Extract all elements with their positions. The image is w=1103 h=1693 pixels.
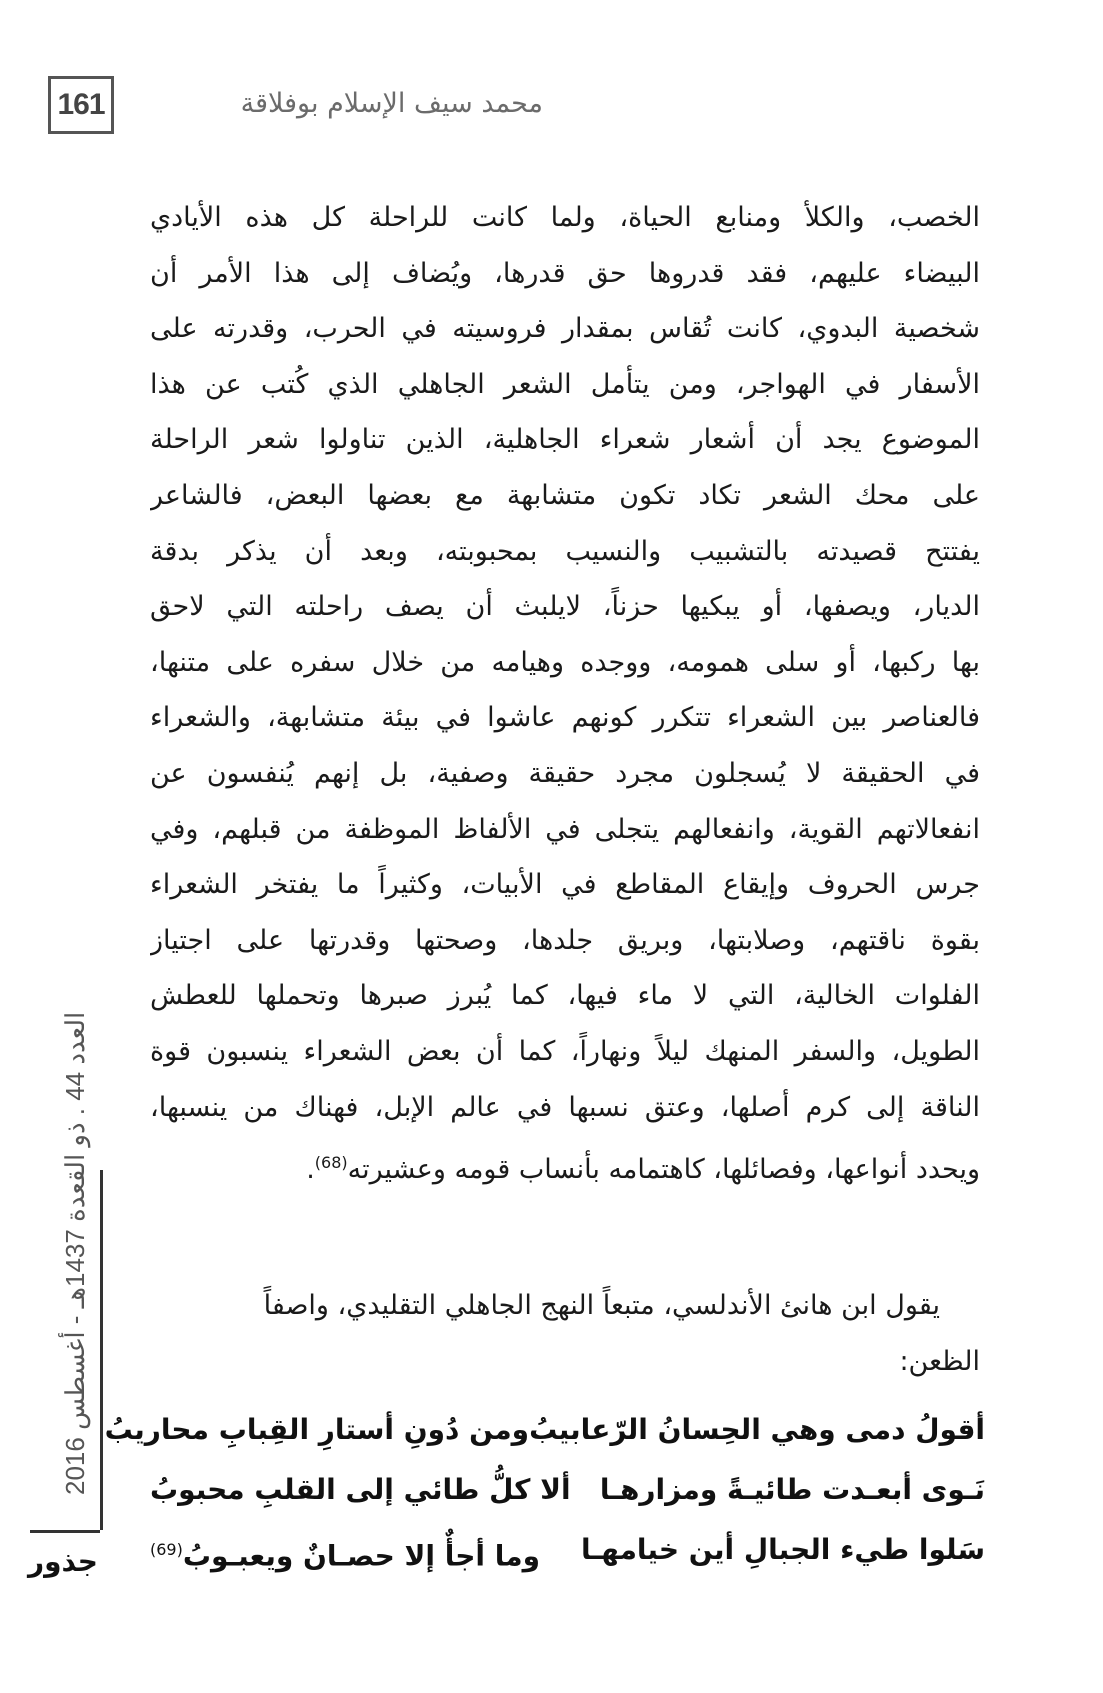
text-line: شخصية البدوي، كانت تُقاس بمقدار فروسيته في الحرب، وقدرته على [150, 313, 980, 345]
text-line: الأسفار في الهواجر، ومن يتأمل الشعر الجاهلي الذي كُتب عن هذا [150, 368, 980, 400]
verse-second-hemistich: ألا كلُّ طائي إلى القلبِ محبوبُ [150, 1473, 571, 1506]
text-line: الظعن: [899, 1345, 980, 1377]
text-line: يقول ابن هانئ الأندلسي، متبعاً النهج الجاهلي التقليدي، واصفاً [263, 1290, 940, 1321]
verse-first-hemistich: سَلوا طيء الجبالِ أين خيامهـا [581, 1533, 985, 1566]
verse-second-hemistich: وما أجأٌ إلا حصـانٌ ويعبـوبُ [182, 1539, 541, 1573]
text-line: الفلوات الخالية، التي لا ماء فيها، كما يُبرز صبرها وتحملها للعطش [150, 980, 980, 1012]
text-line: الديار، ويصفها، أو يبكيها حزناً، لايلبث أن يصف راحلته التي لاحق [150, 591, 980, 623]
page-number: 161 [57, 88, 105, 121]
text-line: يفتتح قصيدته بالتشبيب والنسيب بمحبوبته، وبعد أن يذكر بدقة [150, 535, 980, 567]
journal-logo: جذور [28, 1545, 98, 1578]
author-name: محمد سيف الإسلام بوفلاقة [240, 88, 543, 119]
verse-second-hemistich: ومن دُونِ أستارِ القِبابِ محاريبُ [104, 1413, 530, 1446]
verse-first-hemistich: نَـوى أبعـدت طائيـةً ومزارهـا [599, 1473, 985, 1506]
verse-line [150, 1460, 985, 1520]
text-line: بقوة ناقتهم، وصلابتها، وبريق جلدها، وصحتها وقدرتها على اجتياز [150, 924, 980, 956]
poem-verses [104, 1400, 985, 1580]
text-line: في الحقيقة لا يُسجلون مجرد حقيقة وصفية، بل إنهم يُنفسون عن [150, 757, 980, 789]
verse-first-hemistich: أقولُ دمى وهي الحِسانُ الرّعابيبُ [529, 1413, 985, 1446]
issue-caption: العدد 44 . ذو القعدة 1437هـ - أغسطس 2016 [60, 1011, 90, 1495]
main-paragraph [150, 190, 980, 1191]
text-line: الخصب، والكلأ ومنابع الحياة، ولما كانت للراحلة كل هذه الأيادي [150, 202, 980, 233]
page-number-box [48, 76, 114, 134]
side-horizontal-rule [30, 1530, 100, 1533]
verse-line [104, 1400, 985, 1460]
side-vertical-rule [100, 1170, 103, 1530]
text-line-content: ويحدد أنواعها، وفصائلها، كاهتمامه بأنساب قومه وعشيرته [347, 1154, 980, 1186]
text-line: فالعناصر بين الشعراء تتكرر كونهم عاشوا في بيئة متشابهة، والشعراء [150, 702, 980, 734]
text-line: على محك الشعر تكاد تكون متشابهة مع بعضها البعض، فالشاعر [150, 479, 980, 511]
verse-line [150, 1520, 985, 1580]
text-line-last [150, 1135, 980, 1191]
text-line: الطويل، والسفر المنهك ليلاً ونهاراً، كما أن بعض الشعراء ينسبون قوة [150, 1035, 980, 1067]
footnote-ref: (69) [150, 1540, 183, 1559]
text-line: الناقة إلى كرم أصلها، وعتق نسبها في عالم الإبل، فهناك من ينسبها، [150, 1091, 980, 1123]
text-line: بها ركبها، أو سلى همومه، ووجده وهيامه من خلال سفره على متنها، [150, 646, 980, 678]
text-line: البيضاء عليهم، فقد قدروها حق قدرها، ويُضاف إلى هذا الأمر أن [150, 257, 980, 289]
period: . [306, 1154, 315, 1186]
quote-intro-paragraph [150, 1278, 980, 1389]
verse-second-hemistich-with-ref [150, 1520, 540, 1580]
footnote-ref: (68) [314, 1153, 348, 1173]
text-line: الموضوع يجد أن أشعار شعراء الجاهلية، الذين تناولوا شعر الراحلة [150, 424, 980, 456]
text-line: انفعالاتهم القوية، وانفعالهم يتجلى في الألفاظ الموظفة من قبلهم، وفي [150, 813, 980, 845]
text-line: جرس الحروف وإيقاع المقاطع في الأبيات، وكثيراً ما يفتخر الشعراء [150, 869, 980, 901]
